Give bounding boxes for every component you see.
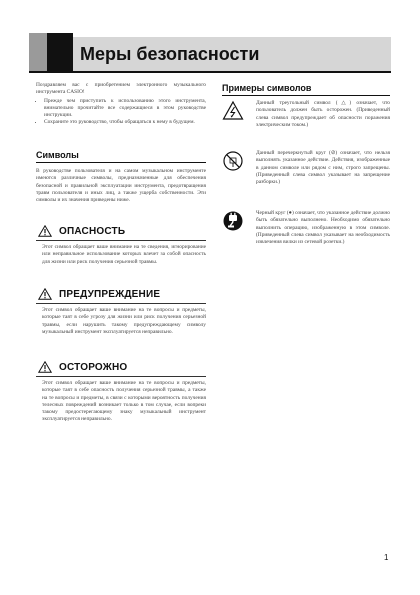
caution-rule [36, 376, 206, 377]
symbols-text: В руководстве пользователя и на самом музыкальном инструменте имеются различные символы, предназначенные для обеспечения безопасной и правильной эксплуатации инструмента, предотвращения травм пользователя и иных лиц, а также ущерба собственности. Эти символы и их значения приведены ниже. [36, 168, 206, 204]
symbol-example-text: Данный перечеркнутый круг (⊘) означает, что нельзя выполнять указанное действие. Действия, изображенные в данном символе или рядом с ним, строго запрещены. (Приведенный слева символ указывает на запрещение разборки.) [256, 150, 390, 186]
intro-bullet: • Сохраните это руководство, чтобы обращаться к нему в будущем. [44, 119, 206, 126]
intro-block [36, 82, 206, 127]
warning-rule [36, 303, 206, 304]
intro-bullets [36, 98, 206, 127]
symbols-rule [36, 162, 206, 163]
symbol-example-text: Данный треугольный символ (△) означает, что пользователь должен быть осторожен. (Приведенный слева символ предупреждает об опасности поражения электрическим током.) [256, 100, 390, 128]
intro-bullet: • Прежде чем приступить к использованию этого инструмента, внимательно прочитайте все содержащиеся в этом руководстве инструкции. [44, 98, 206, 120]
page-title: Меры безопасности [80, 44, 260, 64]
caution-heading [38, 361, 127, 373]
examples-title: Примеры символов [222, 83, 312, 93]
caution-label: ОСТОРОЖНО [59, 361, 128, 373]
warning-triangle-icon [38, 361, 52, 373]
electric-shock-triangle-icon [222, 100, 244, 122]
no-disassembly-icon [222, 150, 244, 172]
warning-heading [38, 288, 160, 300]
symbol-example [222, 150, 390, 198]
symbol-example [222, 210, 390, 266]
danger-label: ОПАСНОСТЬ [59, 225, 126, 237]
danger-heading [38, 225, 125, 237]
header-rule [29, 71, 391, 73]
danger-text: Этот символ обращает ваше внимание на те сведения, игнорирование или неправильное использование которых влечет за собой опасность для жизни или риск получения серьезной травмы. [42, 244, 206, 265]
header-black-block [47, 33, 73, 71]
warning-text: Этот символ обращает ваше внимание на те вопросы и предметы, которые таят в себе угрозу для жизни или риск получения серьезной травмы, если нарушить такому предупреждающему символу музыкальный инструмент эксплуатируется неправильно. [42, 307, 206, 335]
symbol-example-text: Черный круг (●) означает, что указанное действие должно быть обязательно выполнено. Необходимо обязательно выполнить операцию, изображенную в этом символе. (Приведенный слева символ указывает на необходимость извлечения вилки из сетевой розетки.) [256, 210, 390, 246]
symbol-example [222, 100, 390, 140]
unplug-icon [222, 210, 244, 232]
warning-triangle-icon [38, 225, 52, 237]
warning-triangle-icon [38, 288, 52, 300]
header-grey-block [29, 33, 47, 71]
symbols-title: Символы [36, 150, 79, 160]
danger-rule [36, 240, 206, 241]
examples-rule [222, 95, 390, 96]
intro-paragraph: Поздравляем вас с приобретением электронного музыкального инструмента CASIO! [36, 82, 206, 96]
page-number: 1 [384, 553, 389, 562]
warning-label: ПРЕДУПРЕЖДЕНИЕ [59, 288, 161, 300]
caution-text: Этот символ обращает ваше внимание на те вопросы и предметы, которые таят в себе опасность получения серьезной травмы, а также на те вопросы и предметы, в связи с которыми вероятность получения телесных повреждений возникает только в том случае, если вопреки такому предостерегающему знаку музыкальный инструмент эксплуатируется неправильно. [42, 380, 206, 423]
